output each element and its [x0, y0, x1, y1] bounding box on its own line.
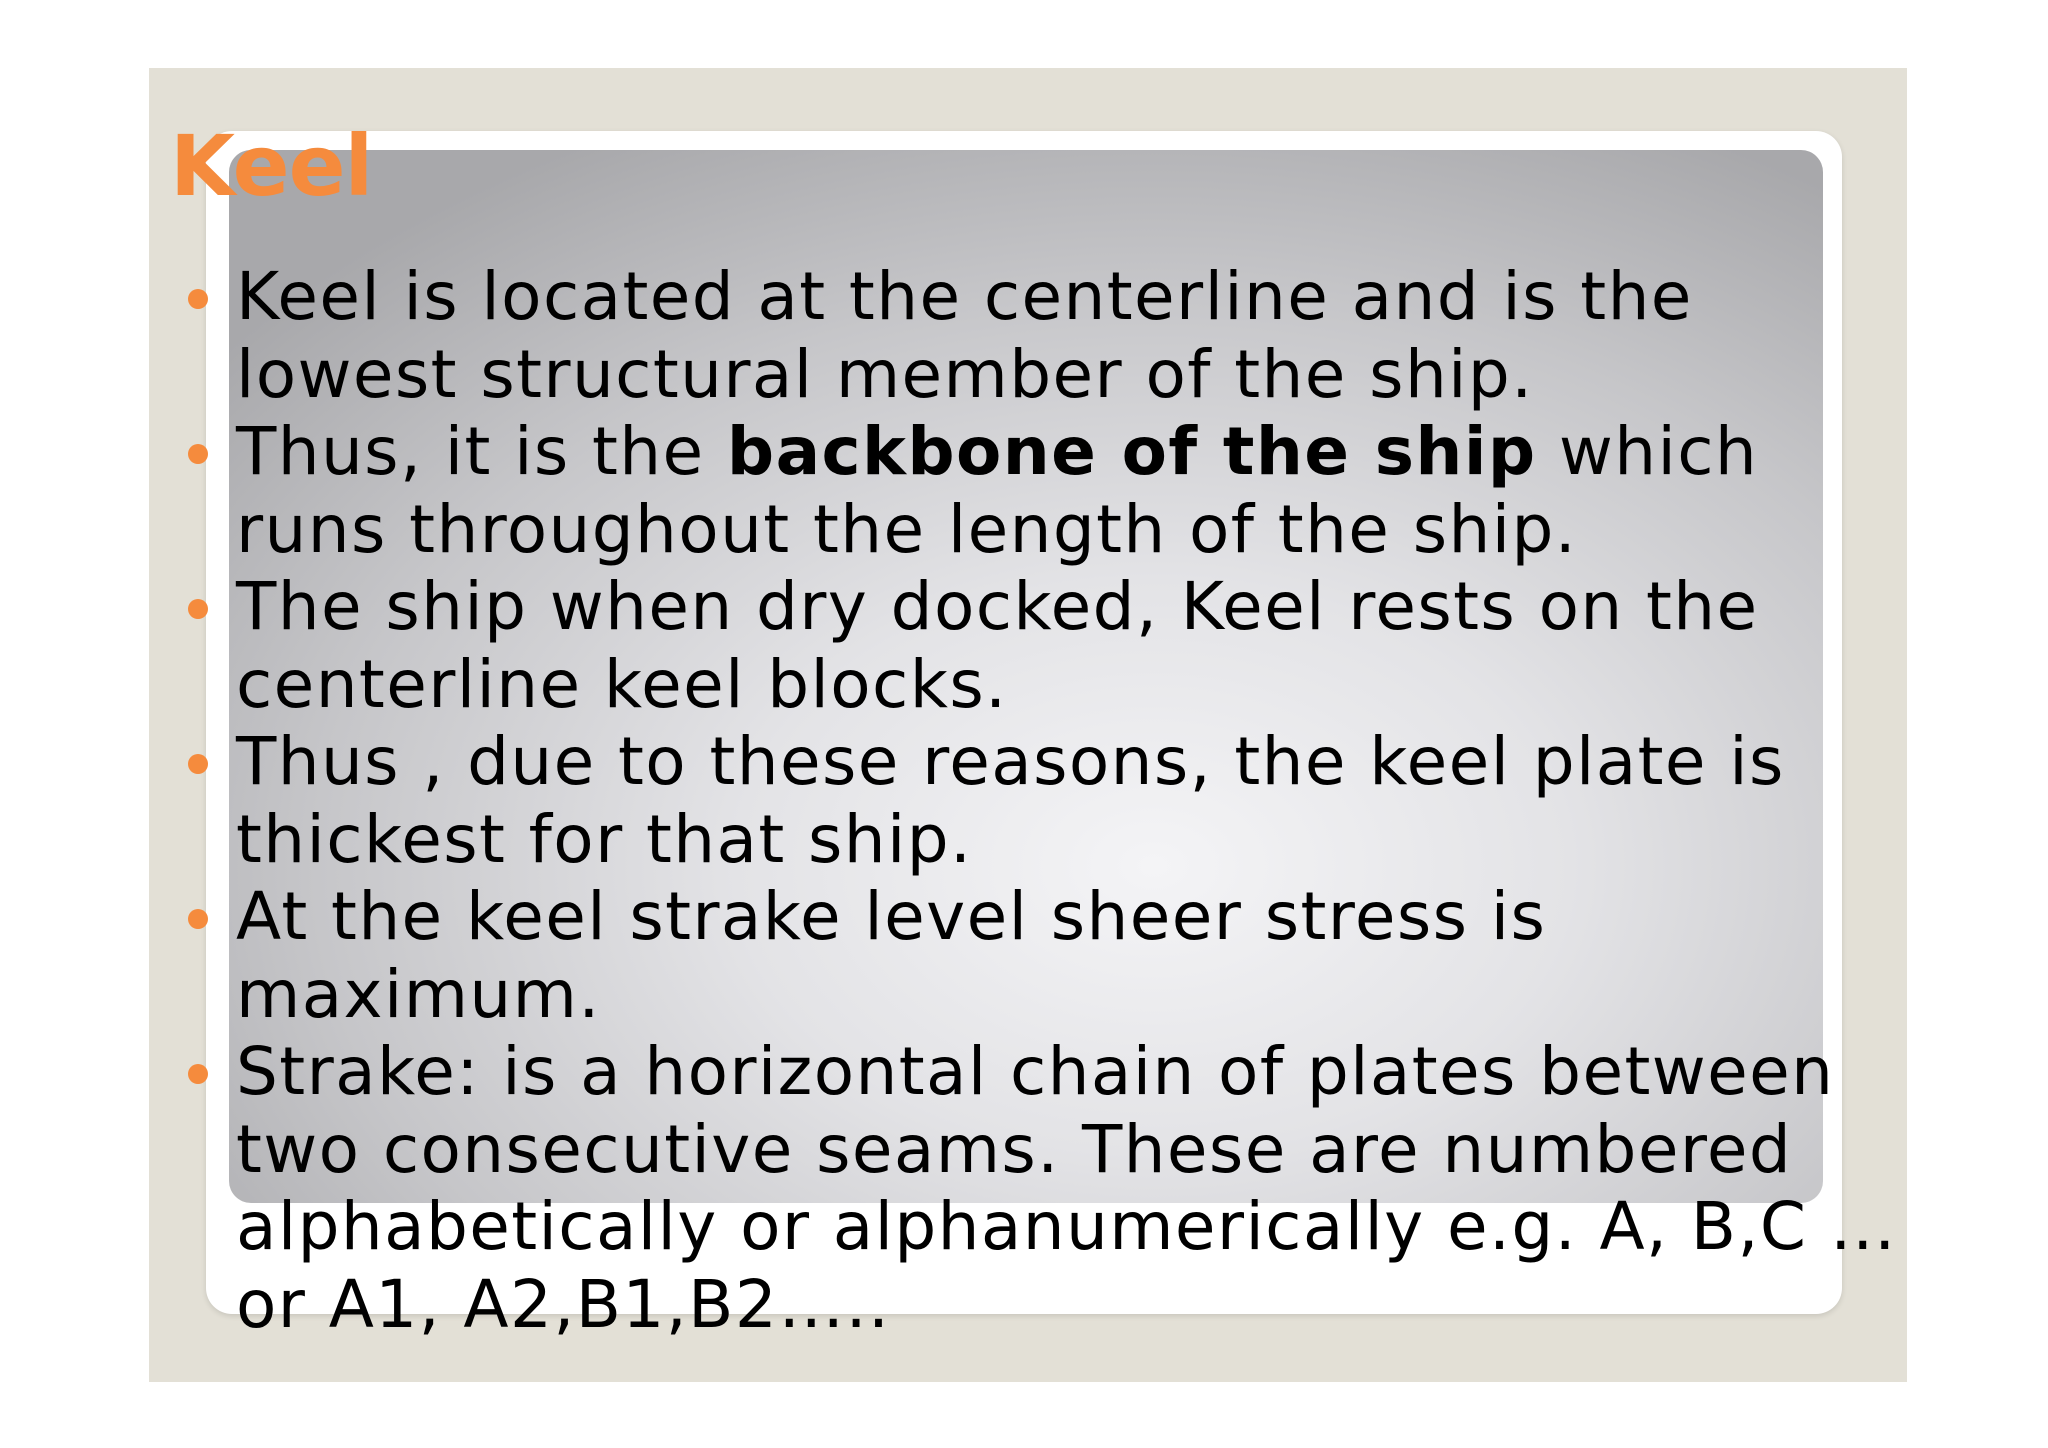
bullet-dot-icon	[188, 599, 208, 619]
bullet-item-keel-location	[190, 258, 1910, 413]
bullet-text-line: Keel is located at the centerline and is the	[236, 258, 1693, 335]
bullet-text-line: or A1, A2,B1,B2…..	[236, 1265, 891, 1343]
bullet-text-line: centerline keel blocks.	[236, 645, 1008, 723]
bullet-text-line: At the keel strake level sheer stress is	[236, 878, 1547, 955]
bullet-item-thickest-plate	[190, 723, 1910, 878]
bullet-item-sheer-stress	[190, 878, 1910, 1033]
bullet-list	[190, 258, 1910, 1343]
bullet-dot-icon	[188, 289, 208, 309]
bullet-dot-icon	[188, 754, 208, 774]
bullet-text-line: The ship when dry docked, Keel rests on the	[236, 568, 1759, 645]
bullet-text-line: lowest structural member of the ship.	[236, 335, 1534, 413]
slide-title: Keel	[170, 117, 373, 215]
bullet-text-line: two consecutive seams. These are numbered	[236, 1110, 1793, 1188]
bullet-item-strake-definition	[190, 1033, 1910, 1343]
bullet-text-segment: Thus, it is the	[236, 413, 727, 490]
bullet-dot-icon	[188, 1064, 208, 1084]
bullet-text-line: Thus , due to these reasons, the keel plate is	[236, 723, 1785, 800]
bullet-text-line	[236, 413, 1910, 491]
bullet-text-line: thickest for that ship.	[236, 800, 973, 878]
bullet-text-line: maximum.	[236, 955, 601, 1033]
bullet-dot-icon	[188, 444, 208, 464]
bullet-item-dry-dock	[190, 568, 1910, 723]
bullet-text-emphasis: backbone of the ship	[726, 413, 1537, 490]
bullet-text-line: Strake: is a horizontal chain of plates between	[236, 1033, 1835, 1110]
bullet-text-line: runs throughout the length of the ship.	[236, 490, 1578, 568]
bullet-dot-icon	[188, 909, 208, 929]
bullet-text-segment: which	[1536, 413, 1759, 490]
bullet-text-line: alphabetically or alphanumerically e.g. A, B,C …	[236, 1188, 1898, 1265]
bullet-item-backbone	[190, 413, 1910, 568]
